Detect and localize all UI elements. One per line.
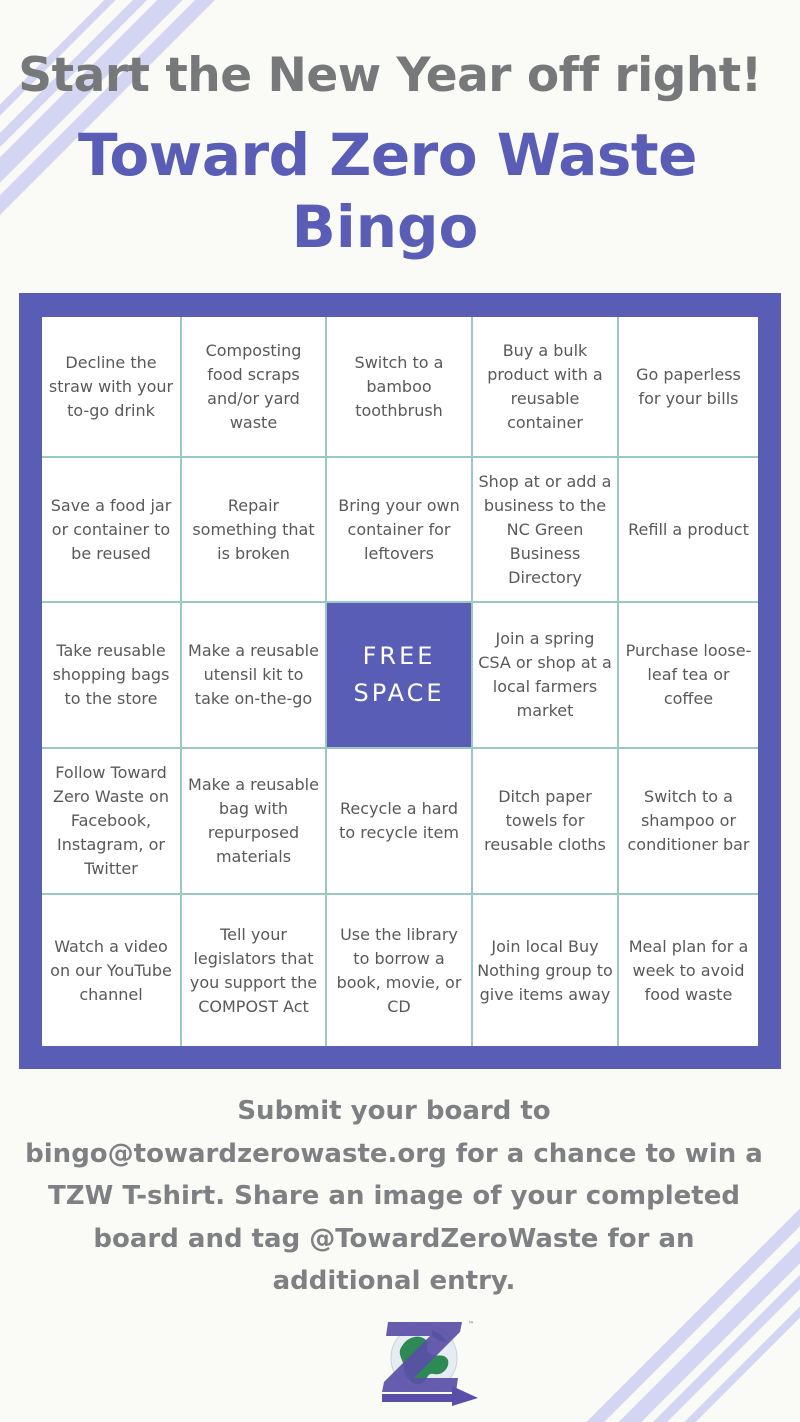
bingo-cell: Go paperless for your bills — [619, 317, 758, 458]
bingo-cell: Bring your own container for leftovers — [327, 458, 473, 603]
bingo-board — [42, 317, 758, 1046]
instructions-line: TZW T-shirt. Share an image of your completed — [48, 1181, 740, 1211]
bingo-cell: Save a food jar or container to be reused — [42, 458, 182, 603]
title-bingo: Bingo — [291, 193, 479, 261]
submission-instructions — [0, 1090, 788, 1303]
bingo-cell: Meal plan for a week to avoid food waste — [628, 936, 749, 1004]
instructions-line: board and tag @TowardZeroWaste for an — [93, 1223, 695, 1254]
bingo-cell: Decline the straw with your to-go drink — [42, 317, 182, 458]
bingo-cell: Switch to a bamboo toothbrush — [327, 317, 473, 458]
instructions-line: Submit your board to — [237, 1096, 551, 1126]
bingo-cell: Switch to a shampoo or conditioner bar — [619, 749, 758, 895]
bingo-cell: Shop at or add a business to the NC Green Business Directory — [473, 458, 619, 603]
free-space-line2: SPACE — [353, 679, 445, 707]
bingo-cell: Join a spring CSA or shop at a local farmers market — [473, 603, 619, 749]
headline: Start the New Year off right! — [18, 48, 762, 103]
bingo-cell: Take reusable shopping bags to the store — [42, 603, 182, 749]
instructions-line: bingo@towardzerowaste.org for a chance to win a — [25, 1138, 763, 1169]
bingo-cell: Composting food scraps and/or yard waste — [182, 317, 327, 458]
tzw-logo-icon — [374, 1316, 486, 1406]
bingo-cell: Follow Toward Zero Waste on Facebook, Instagram, or Twitter — [42, 749, 182, 895]
bingo-cell: Purchase loose-leaf tea or coffee — [619, 603, 758, 749]
instructions-line: additional entry. — [272, 1266, 516, 1296]
bingo-cell: Watch a video on our YouTube channel — [42, 895, 182, 1046]
bingo-cell: Use the library to borrow a book, movie, or CD — [327, 895, 473, 1046]
trademark-symbol: ™ — [468, 1321, 474, 1328]
bingo-cell: Repair something that is broken — [182, 458, 327, 603]
free-space-cell — [327, 603, 473, 749]
bingo-grid — [42, 317, 758, 1046]
bingo-cell: Make a reusable utensil kit to take on-the-go — [182, 603, 327, 749]
bingo-cell: Refill a product — [619, 458, 758, 603]
bingo-cell: Ditch paper towels for reusable cloths — [473, 749, 619, 895]
bingo-cell: Join local Buy Nothing group to give items away — [473, 895, 619, 1046]
bingo-cell: Make a reusable bag with repurposed materials — [182, 749, 327, 895]
bingo-cell: Recycle a hard to recycle item — [327, 749, 473, 895]
free-space-line1: FREE — [362, 642, 436, 670]
bingo-cell: Tell your legislators that you support the COMPOST Act — [182, 895, 327, 1046]
title: Toward Zero Waste — [78, 121, 697, 189]
bingo-cell: Buy a bulk product with a reusable container — [473, 317, 619, 458]
bingo-board-frame — [19, 293, 781, 1069]
